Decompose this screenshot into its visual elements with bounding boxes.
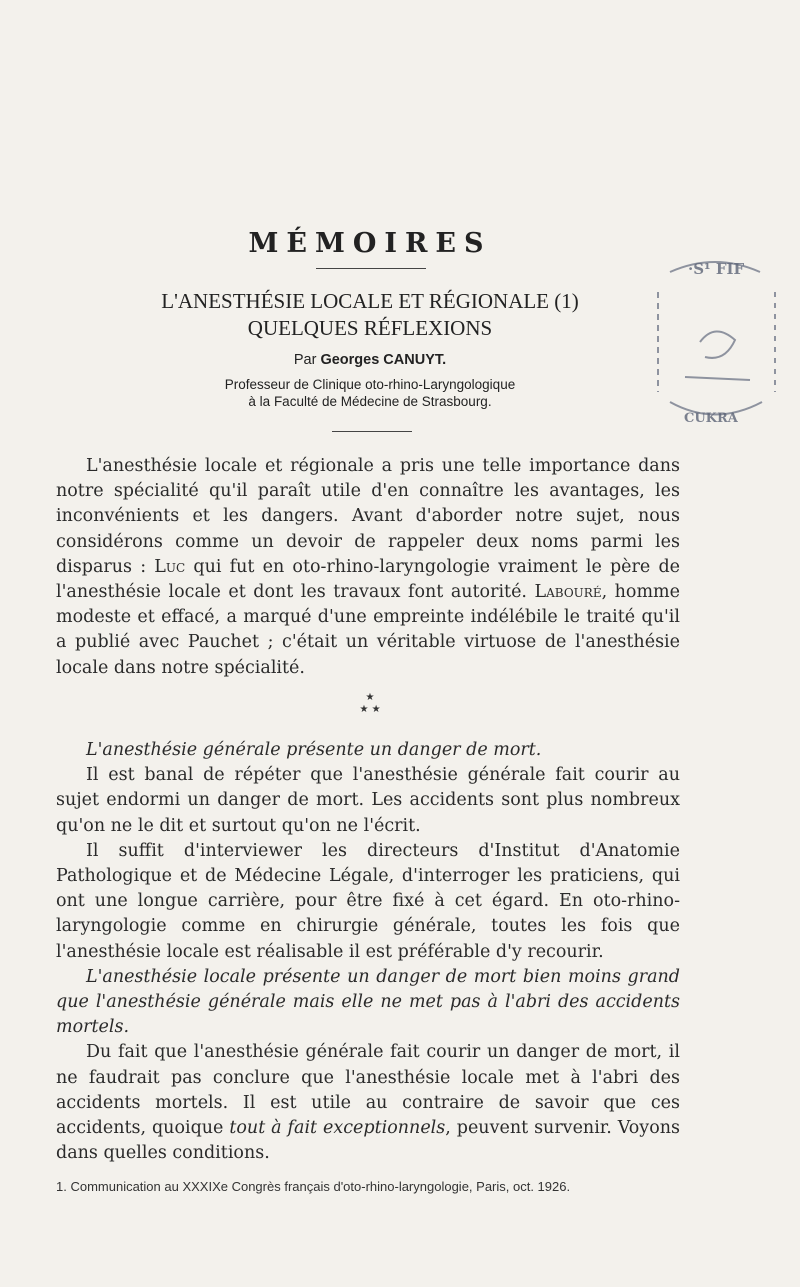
intro-text-b: qui fut en oto-rhino-laryngologie vraiment le père de l'anesthésie locale et dont les travaux font autorité. xyxy=(56,556,681,603)
author-line xyxy=(0,352,740,368)
intro-paragraph xyxy=(56,454,680,681)
affiliation-rule xyxy=(332,431,412,432)
title-rule xyxy=(316,268,426,269)
intro-text-c: , homme modeste et effacé, a marqué d'une empreinte indélébile le traité qu'il a publié avec Pauchet ; c'était un véritable virtuose de l'anesthésie locale dans notre spécialité. xyxy=(56,582,680,678)
affiliation-line-1: Professeur de Clinique oto-rhino-Laryngologique xyxy=(224,377,516,392)
stamp-text-bottom: CUKRA xyxy=(684,411,738,426)
author-name: Georges CANUYT. xyxy=(320,352,447,368)
affiliation xyxy=(0,376,740,410)
author-prefix: Par xyxy=(293,352,317,368)
name-luc: Luc xyxy=(154,556,186,577)
article-title xyxy=(0,288,740,342)
affiliation-line-2: à la Faculté de Médecine de Strasbourg. xyxy=(248,394,492,409)
intro-text-a: L'anesthésie locale et régionale a pris une telle importance dans notre spécialité qu'il paraît utile d'en connaître les avantages, les inconvénients et les dangers. Avant d'aborder notre sujet, nous considérons comme un devoir de rappeler deux noms parmi les disparus : xyxy=(56,456,680,577)
library-stamp-icon xyxy=(640,252,790,432)
separator-top-star: ★ xyxy=(365,692,375,703)
paragraph-4-text-a: Du fait que l'anesthésie générale fait courir un danger de mort, il ne faudrait pas conclure que l'anesthésie locale met à l'abri des accidents mortels. Il est utile au contraire de savoir que ces accidents, quoique xyxy=(56,1042,680,1139)
name-laboure: Labouré xyxy=(534,582,602,603)
paragraph-2: Il suffit d'interviewer les directeurs d'Institut d'Anatomie Pathologique et de Médecine Légale, d'interroger les praticiens, qui ont une longue carrière, pour être fixé à cet égard. En oto-rhino-laryngologie comme en chirurgie générale, toutes les fois que l'anesthésie locale est réalisable il est préférable d'y recourir. xyxy=(56,840,680,962)
separator-bottom-stars: ★ ★ xyxy=(359,704,381,715)
paragraph-4-emphasis: tout à fait exceptionnels xyxy=(229,1118,446,1139)
paragraph-4-text-b: , peuvent survenir. Voyons dans quelles conditions. xyxy=(56,1118,680,1164)
main-section xyxy=(56,738,680,1166)
section-title: MÉMOIRES xyxy=(248,228,492,259)
stamp-text-top: ·S¹ FIF xyxy=(688,260,745,278)
section-heading: L'anesthésie générale présente un danger de mort. xyxy=(86,740,542,760)
article-title-line-1: L'ANESTHÉSIE LOCALE ET RÉGIONALE (1) xyxy=(161,289,579,313)
section-separator xyxy=(0,692,740,716)
footnote: 1. Communication au XXXIXe Congrès français d'oto-rhino-laryngologie, Paris, oct. 1926. xyxy=(56,1179,571,1194)
paragraph-3: L'anesthésie locale présente un danger de mort bien moins grand que l'anesthésie générale mais elle ne met pas à l'abri des accidents mortels. xyxy=(56,966,680,1038)
article-title-line-2: QUELQUES RÉFLEXIONS xyxy=(247,316,493,340)
paragraph-4 xyxy=(56,1040,680,1166)
paragraph-1: Il est banal de répéter que l'anesthésie générale fait courir au sujet endormi un danger de mort. Les accidents sont plus nombreux qu'on ne le dit et surtout qu'on ne l'écrit. xyxy=(56,765,680,836)
